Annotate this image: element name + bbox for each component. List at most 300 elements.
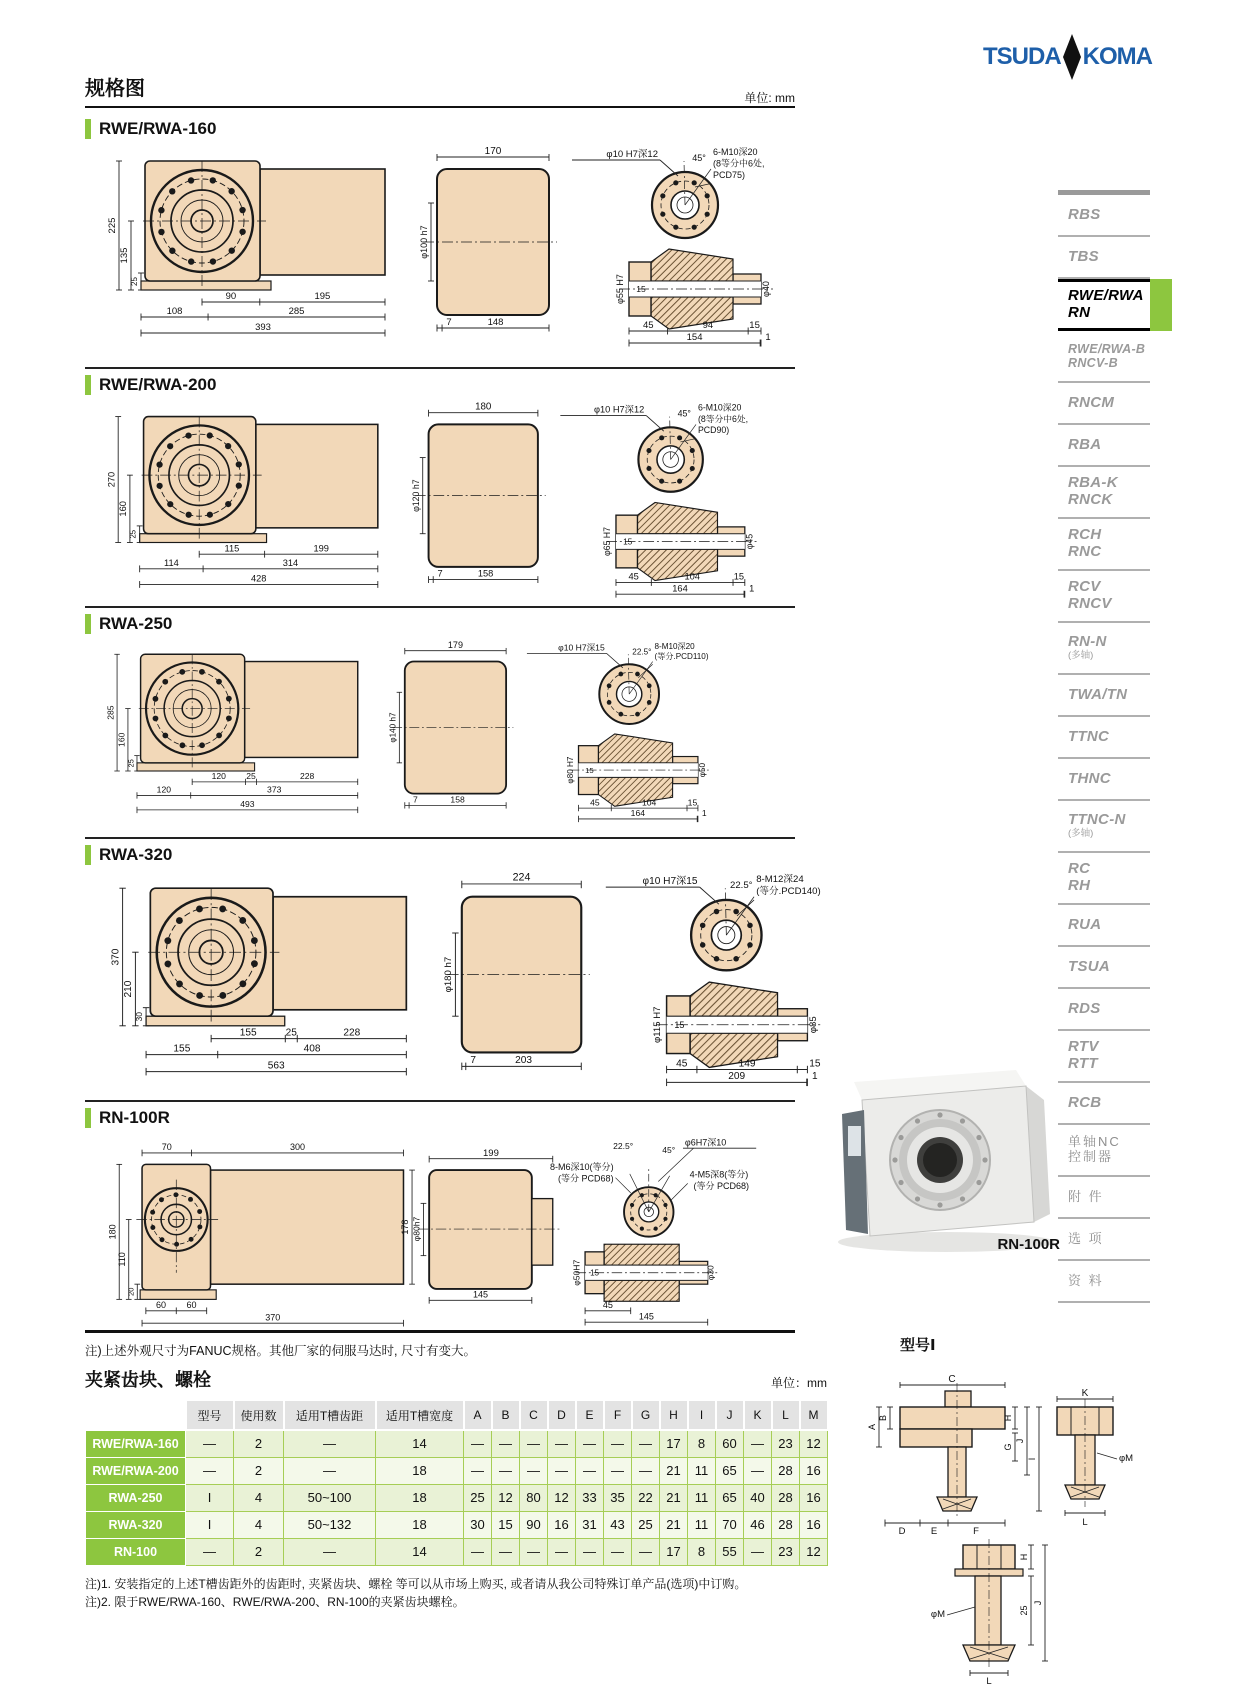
callout-label: φ10 H7深12 <box>606 149 658 160</box>
photo-caption: RN-100R <box>997 1236 1060 1253</box>
sidebar-item-cjk-22[interactable] <box>1058 1219 1150 1261</box>
table-cell: 55 <box>716 1538 744 1565</box>
table-note: 注)2. 限于RWE/RWA-160、RWE/RWA-200、RN-100的夹紧齿块螺栓。 <box>85 1595 465 1610</box>
table-cell: — <box>576 1538 604 1565</box>
dim-label: 563 <box>267 1060 285 1072</box>
sidebar-item-label: RTV <box>1068 1038 1099 1056</box>
dim-label: 25 <box>130 277 139 286</box>
col-header: 型号 <box>186 1400 234 1430</box>
section-rwa-250 <box>85 613 730 828</box>
dim-label: 135 <box>119 247 130 264</box>
model-diagram-title: 型号Ⅰ <box>900 1337 936 1354</box>
col-header: A <box>464 1400 492 1430</box>
table-row <box>86 1538 828 1565</box>
model-diagram <box>845 1334 1145 1688</box>
dim-label: φM <box>1119 1453 1134 1464</box>
table-cell: 46 <box>744 1511 772 1538</box>
table-cell: — <box>520 1538 548 1565</box>
table-cell: — <box>464 1457 492 1484</box>
sidebar-item-rcb[interactable] <box>1058 1083 1150 1125</box>
dim-label: 108 <box>166 306 183 317</box>
sidebar-item-label: RN <box>1068 304 1091 321</box>
drawing-rwe-rwa-160 <box>85 143 795 353</box>
dim-label: 115 <box>224 543 240 554</box>
dim-label: φ65 H7 <box>602 526 613 557</box>
section-rwe-rwa-200 <box>85 374 778 604</box>
sidebar-item-rbs[interactable] <box>1058 195 1150 237</box>
section-name: RN-100R <box>99 1108 170 1127</box>
table-cell: 11 <box>688 1457 716 1484</box>
section-divider <box>85 1100 795 1102</box>
table-cell: 28 <box>772 1484 800 1511</box>
table-cell: 25 <box>632 1511 660 1538</box>
dim-label: 145 <box>638 1311 654 1322</box>
table-cell: 2 <box>234 1457 284 1484</box>
table-cell: — <box>492 1457 520 1484</box>
logo-text-left: TSUDA <box>983 43 1061 70</box>
table-cell: 4 <box>234 1511 284 1538</box>
dim-label: J <box>1015 1438 1025 1444</box>
sidebar-item-thnc[interactable] <box>1058 759 1150 801</box>
sidebar-item-label: RCH <box>1068 526 1102 544</box>
col-header: L <box>772 1400 800 1430</box>
page-title: 规格图 <box>85 78 145 100</box>
dim-label: φ85 <box>807 1016 819 1034</box>
table-cell: 2 <box>234 1538 284 1565</box>
row-model-label: RWA-320 <box>86 1511 186 1538</box>
dim-label: 104 <box>641 797 657 808</box>
dim-label: 199 <box>313 543 329 554</box>
drawing-rwa-250 <box>85 638 730 828</box>
sidebar-item-cjk-23[interactable] <box>1058 1261 1150 1303</box>
dim-label: φ30 <box>705 1265 716 1281</box>
dim-label: 45 <box>628 571 639 582</box>
dim-label: 45 <box>642 320 654 331</box>
section-rwe-rwa-160 <box>85 118 795 353</box>
dim-label: 45 <box>590 797 600 808</box>
sidebar-item-label: RNCK <box>1068 491 1113 508</box>
clamp-notes <box>85 1575 827 1612</box>
dim-label: 148 <box>487 317 504 328</box>
dim-label: C <box>948 1374 956 1385</box>
col-header: I <box>688 1400 716 1430</box>
dim-label: 15 <box>749 320 760 331</box>
sidebar-item-rch-rnc[interactable] <box>1058 519 1150 571</box>
dim-label: 94 <box>702 320 714 331</box>
callout-label: (等分 PCD68) <box>693 1181 750 1192</box>
dim-label: 155 <box>173 1043 191 1055</box>
table-cell: 28 <box>772 1511 800 1538</box>
clamp-table <box>85 1399 829 1566</box>
section-title <box>85 1107 760 1129</box>
table-cell: 40 <box>744 1484 772 1511</box>
dim-label: 493 <box>240 799 255 810</box>
clamp-section <box>85 1366 827 1612</box>
dim-label: 164 <box>630 808 646 819</box>
sidebar-item-label: RNCV <box>1068 595 1112 612</box>
drawings-note: 注)上述外观尺寸为FANUC规格。其他厂家的伺服马达时, 尺寸有变大。 <box>85 1344 476 1358</box>
col-header: H <box>660 1400 688 1430</box>
dim-label: φ50 <box>698 762 708 778</box>
dim-label: 285 <box>105 705 116 720</box>
col-header: D <box>548 1400 576 1430</box>
dim-label: 155 <box>239 1027 257 1039</box>
table-cell: 18 <box>376 1511 464 1538</box>
drawing-group <box>107 1137 756 1326</box>
dim-label: B <box>878 1414 888 1422</box>
sidebar-item-rwe-rwa-rn[interactable] <box>1058 279 1150 331</box>
dim-label: L <box>986 1676 992 1685</box>
sidebar-item-note: (多轴) <box>1068 650 1094 662</box>
dim-label: 15 <box>687 797 698 808</box>
dim-label: 158 <box>477 568 494 579</box>
col-header: 使用数 <box>234 1400 284 1430</box>
sidebar-item-label: 选 项 <box>1068 1230 1104 1246</box>
table-cell: 17 <box>660 1538 688 1565</box>
table-row <box>86 1511 828 1538</box>
section-title <box>85 374 778 396</box>
callout-label: PCD90) <box>697 425 730 436</box>
table-cell: — <box>744 1538 772 1565</box>
sidebar-item-label: RUA <box>1068 915 1102 933</box>
dim-label: E <box>930 1526 938 1537</box>
model-diagram-drawing <box>845 1355 1145 1685</box>
col-header: 适用T槽宽度 <box>376 1400 464 1430</box>
dim-label: 120 <box>211 771 226 782</box>
table-cell: — <box>548 1538 576 1565</box>
dim-label: 370 <box>110 948 122 966</box>
dim-label: φ40 <box>761 281 771 297</box>
sidebar-item-label: THNC <box>1068 769 1111 787</box>
table-cell: — <box>576 1457 604 1484</box>
dim-label: 1 <box>812 1071 818 1083</box>
dim-label: 428 <box>251 573 267 584</box>
sidebar-item-label: RH <box>1068 877 1091 894</box>
sidebar-item-rba-k-rnck[interactable] <box>1058 467 1150 519</box>
dim-label: 30 <box>133 1011 144 1022</box>
note-rule <box>85 1330 795 1333</box>
dim-label: 60 <box>156 1299 167 1310</box>
sidebar-item-rn-n[interactable] <box>1058 623 1150 675</box>
dim-label: 179 <box>447 639 463 650</box>
table-cell: 12 <box>548 1484 576 1511</box>
section-name: RWE/RWA-160 <box>99 119 217 138</box>
callout-label: φ10 H7深12 <box>593 404 645 415</box>
sidebar-item-nc[interactable] <box>1058 1125 1150 1177</box>
table-cell: 17 <box>660 1430 688 1457</box>
dim-label: φ80 H7 <box>566 756 576 784</box>
photo-art <box>838 1070 1054 1252</box>
sidebar-item-label: RNC <box>1068 543 1102 560</box>
dim-label: 15 <box>585 765 594 775</box>
dim-label: 15 <box>636 284 646 294</box>
model-diagram-group <box>867 1374 1133 1685</box>
logo-diamond-icon <box>1063 34 1081 80</box>
section-name: RWA-320 <box>99 845 173 864</box>
table-cell: — <box>464 1430 492 1457</box>
table-cell: — <box>186 1538 234 1565</box>
dim-label: φ120 h7 <box>410 479 421 512</box>
table-cell: — <box>744 1430 772 1457</box>
dim-label: 7 <box>470 1055 477 1067</box>
dim-label: J <box>1033 1600 1043 1606</box>
table-cell: 12 <box>800 1538 828 1565</box>
dim-label: 7 <box>446 317 452 328</box>
table-cell: 18 <box>376 1457 464 1484</box>
dim-label: 203 <box>515 1055 532 1067</box>
table-cell: 12 <box>492 1484 520 1511</box>
dim-label: 25 <box>246 771 256 782</box>
table-cell: 18 <box>376 1484 464 1511</box>
table-note: 注)1. 安装指定的上述T槽齿距外的齿距时, 夹紧齿块、螺栓 等可以从市场上购买, 或者请从我公司特殊订单产品(选项)中订购。 <box>85 1576 747 1591</box>
table-cell: I <box>186 1511 234 1538</box>
table-cell: 12 <box>800 1430 828 1457</box>
sidebar-item-label: TBS <box>1068 247 1099 265</box>
row-model-label: RWE/RWA-160 <box>86 1430 186 1457</box>
table-cell: 14 <box>376 1538 464 1565</box>
table-cell: 90 <box>520 1511 548 1538</box>
dim-label: 199 <box>483 1147 499 1159</box>
callout-label: 6-M10深20 <box>713 147 758 157</box>
table-cell: 16 <box>548 1511 576 1538</box>
col-header: F <box>604 1400 632 1430</box>
table-cell: 16 <box>800 1457 828 1484</box>
section-divider <box>85 606 795 608</box>
section-name: RWE/RWA-200 <box>99 375 217 394</box>
dim-label: 45 <box>676 1058 688 1070</box>
dim-label: 25 <box>126 759 136 768</box>
sidebar-item-rcv-rncv[interactable] <box>1058 571 1150 623</box>
table-cell: — <box>632 1538 660 1565</box>
table-row <box>86 1457 828 1484</box>
callout-label: (8等分中6处, <box>697 413 749 424</box>
table-row <box>86 1430 828 1457</box>
drawing-group <box>106 402 756 598</box>
table-cell: 60 <box>716 1430 744 1457</box>
table-cell: — <box>548 1430 576 1457</box>
dim-label: 370 <box>265 1312 281 1323</box>
dim-label: 45 <box>602 1299 613 1310</box>
col-header: C <box>520 1400 548 1430</box>
dim-label: G <box>1003 1443 1013 1451</box>
sidebar-item-rua[interactable] <box>1058 905 1150 947</box>
sidebar-item-label: TTNC-N <box>1068 811 1126 829</box>
table-cell: — <box>744 1457 772 1484</box>
dim-label: 314 <box>282 557 299 568</box>
angle-label: 45° <box>677 408 691 419</box>
table-cell: 31 <box>576 1511 604 1538</box>
table-cell: — <box>284 1538 376 1565</box>
dim-label: 15 <box>733 571 745 582</box>
sidebar-item-label: 控制器 <box>1068 1149 1114 1164</box>
table-cell: 25 <box>464 1484 492 1511</box>
table-cell: 21 <box>660 1511 688 1538</box>
drawing-rwa-320 <box>85 869 845 1093</box>
dim-label: I <box>1027 1457 1037 1461</box>
dim-label: 158 <box>450 794 465 805</box>
dim-label: 210 <box>123 980 135 998</box>
table-cell: — <box>284 1430 376 1457</box>
callout-label: 4-M5深8(等分) <box>689 1169 749 1180</box>
col-header: 适用T槽齿距 <box>284 1400 376 1430</box>
dim-label: 90 <box>225 291 237 302</box>
dim-label: 120 <box>156 784 172 795</box>
sidebar-item-rc-rh[interactable] <box>1058 853 1150 905</box>
dim-label: 70 <box>161 1142 172 1153</box>
angle-label: 22.5° <box>632 647 652 657</box>
table-cell: — <box>632 1457 660 1484</box>
dim-label: 178 <box>400 1219 411 1235</box>
section-divider <box>85 837 795 839</box>
table-cell: 65 <box>716 1484 744 1511</box>
table-cell: 50~100 <box>284 1484 376 1511</box>
table-cell: 22 <box>632 1484 660 1511</box>
table-cell: 50~132 <box>284 1511 376 1538</box>
header-rule <box>85 106 795 108</box>
dim-label: 60 <box>186 1299 197 1310</box>
table-cell: — <box>548 1457 576 1484</box>
table-cell: 8 <box>688 1430 716 1457</box>
table-cell: 14 <box>376 1430 464 1457</box>
sidebar-item-note: (多轴) <box>1068 828 1094 840</box>
dim-label: 15 <box>590 1268 600 1278</box>
col-header: K <box>744 1400 772 1430</box>
col-header: M <box>800 1400 828 1430</box>
sidebar-item-rba[interactable] <box>1058 425 1150 467</box>
tsudakoma-logo <box>983 34 1152 80</box>
table-cell: 28 <box>772 1457 800 1484</box>
dim-label: H <box>1019 1553 1029 1561</box>
dim-label: 1 <box>749 583 755 594</box>
sidebar-item-twa-tn[interactable] <box>1058 675 1150 717</box>
sidebar-item-label: RWE/RWA <box>1068 287 1144 305</box>
callout-label: PCD75) <box>713 170 746 180</box>
sidebar-item-tsua[interactable] <box>1058 947 1150 989</box>
sidebar-item-label: TWA/TN <box>1068 685 1128 703</box>
sidebar-item-label: RBS <box>1068 205 1101 223</box>
section-rn-100r <box>85 1107 760 1327</box>
table-cell: 80 <box>520 1484 548 1511</box>
sidebar-item-label: RNCV-B <box>1068 356 1118 370</box>
table-cell: 43 <box>604 1511 632 1538</box>
table-cell: — <box>464 1538 492 1565</box>
sidebar-item-ttnc-n[interactable] <box>1058 801 1150 853</box>
dim-label: D <box>898 1526 906 1537</box>
col-header: J <box>716 1400 744 1430</box>
sidebar <box>1058 190 1150 1303</box>
dim-label: 300 <box>289 1142 306 1153</box>
dim-label: φ140 h7 <box>388 712 398 743</box>
table-row <box>86 1484 828 1511</box>
sidebar-item-label: RCV <box>1068 578 1101 596</box>
sidebar-item-rds[interactable] <box>1058 989 1150 1031</box>
dim-label: 7 <box>437 568 443 579</box>
dim-label: F <box>973 1526 979 1537</box>
dim-label: H <box>1003 1414 1013 1422</box>
dim-label: φ80h7 <box>411 1216 422 1242</box>
section-divider <box>85 367 795 369</box>
dim-label: φ55 H7 <box>615 274 625 304</box>
unit-label: 单位: mm <box>744 91 795 105</box>
row-model-label: RN-100 <box>86 1538 186 1565</box>
table-cell: 33 <box>576 1484 604 1511</box>
table-cell: — <box>492 1430 520 1457</box>
dim-label: 408 <box>303 1043 321 1055</box>
dim-label: 180 <box>475 401 492 413</box>
dim-label: 1 <box>701 808 707 819</box>
dim-label: 104 <box>684 571 700 582</box>
dim-label: 25 <box>1019 1605 1029 1616</box>
table-cell: 16 <box>800 1511 828 1538</box>
sidebar-item-label: RBA <box>1068 435 1102 453</box>
sidebar-item-tbs[interactable] <box>1058 237 1150 279</box>
dim-label: φ45 <box>744 533 755 550</box>
dim-label: φ100 h7 <box>419 225 429 259</box>
table-cell: 11 <box>688 1484 716 1511</box>
col-header: B <box>492 1400 520 1430</box>
table-cell: 35 <box>604 1484 632 1511</box>
sidebar-item-label: 单轴NC <box>1068 1134 1121 1150</box>
dim-label: 20 <box>126 1287 136 1296</box>
table-cell: — <box>520 1457 548 1484</box>
angle-label: 45° <box>662 1144 676 1155</box>
sidebar-item-label: RBA-K <box>1068 474 1118 492</box>
dim-label: 15 <box>809 1058 821 1070</box>
dim-label: 160 <box>117 501 128 517</box>
dim-label: 228 <box>343 1027 361 1039</box>
table-cell: — <box>604 1457 632 1484</box>
section-rwa-320 <box>85 844 845 1093</box>
dim-label: 25 <box>285 1027 297 1039</box>
dim-label: 393 <box>255 322 271 333</box>
sidebar-item-label: TSUA <box>1068 957 1111 975</box>
dim-label: 160 <box>116 732 127 747</box>
dim-label: 25 <box>128 529 138 539</box>
table-cell: 21 <box>660 1484 688 1511</box>
dim-label: 154 <box>686 332 703 343</box>
dim-label: 110 <box>116 1252 127 1267</box>
sidebar-item-rncm[interactable] <box>1058 383 1150 425</box>
sidebar-item-rtv-rtt[interactable] <box>1058 1031 1150 1083</box>
dim-label: φ180 h7 <box>443 956 455 993</box>
sidebar-item-ttnc[interactable] <box>1058 717 1150 759</box>
table-cell: — <box>604 1538 632 1565</box>
sidebar-item-label: RTT <box>1068 1055 1098 1072</box>
callout-label: φ10 H7深15 <box>642 875 698 887</box>
sidebar-item-label: 附 件 <box>1068 1188 1104 1204</box>
callout-label: (8等分中6处, <box>713 158 765 169</box>
callout-label: 6-M10深20 <box>697 402 742 413</box>
section-name: RWA-250 <box>99 614 173 633</box>
table-cell: I <box>186 1484 234 1511</box>
table-cell: 15 <box>492 1511 520 1538</box>
dim-label: 1 <box>765 332 771 343</box>
dim-label: 225 <box>107 217 118 234</box>
dim-label: 15 <box>623 536 633 547</box>
sidebar-item-cjk-21[interactable] <box>1058 1177 1150 1219</box>
sidebar-item-label: RC <box>1068 860 1091 878</box>
callout-label: (等分 PCD68) <box>557 1173 614 1184</box>
table-cell: — <box>186 1457 234 1484</box>
sidebar-item-rwe-rwa-b-rncv-b[interactable] <box>1058 331 1150 383</box>
dim-label: 7 <box>413 794 418 805</box>
drawing-group <box>105 640 708 822</box>
drawing-rn-100r <box>85 1132 760 1327</box>
callout-label: (等分.PCD110) <box>654 652 709 662</box>
dim-label: φ50H7 <box>571 1259 582 1286</box>
sidebar-item-label: RWE/RWA-B <box>1068 342 1146 356</box>
dim-label: K <box>1081 1388 1089 1399</box>
